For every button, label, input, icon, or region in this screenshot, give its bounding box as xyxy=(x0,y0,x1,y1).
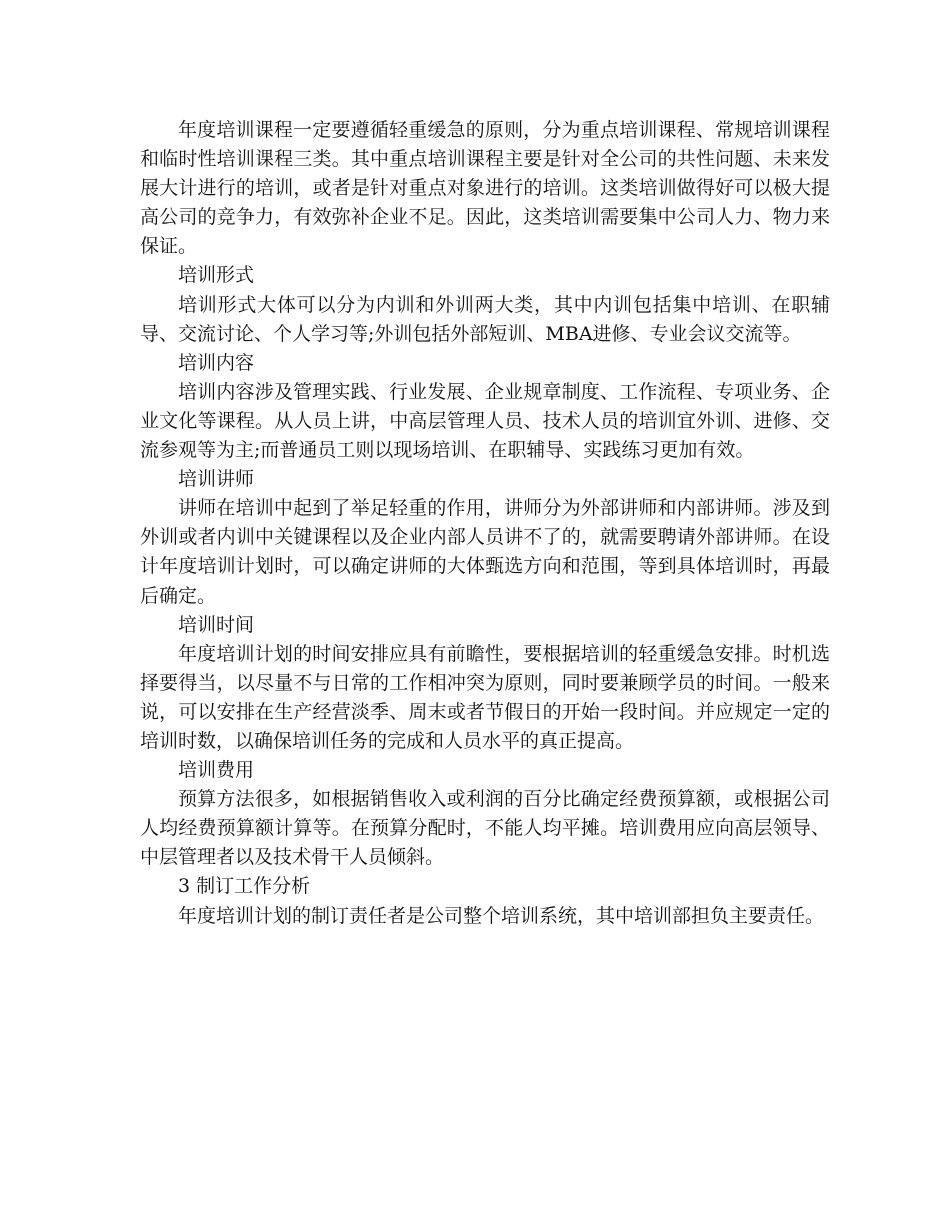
heading-training-cost: 培训费用 xyxy=(178,759,255,782)
heading-training-form: 培训形式 xyxy=(178,264,255,287)
document-page xyxy=(140,116,830,931)
paragraph-training-form: 培训形式大体可以分为内训和外训两大类，其中内训包括集中培训、在职辅导、交流讨论、个人学习等;外训包括外部短训、MBA进修、专业会议交流等。 xyxy=(140,293,830,345)
paragraph-training-cost: 预算方法很多，如根据销售收入或利润的百分比确定经费预算额，或根据公司人均经费预算额计算等。在预算分配时，不能人均平摊。培训费用应向高层领导、中层管理者以及技术骨干人员倾斜。 xyxy=(140,788,830,869)
paragraph-course-priority: 年度培训课程一定要遵循轻重缓急的原则，分为重点培训课程、常规培训课程和临时性培训课程三类。其中重点培训课程主要是针对全公司的共性问题、未来发展大计进行的培训，或者是针对重点对象进行的培训。这类培训做得好可以极大提高公司的竞争力，有效弥补企业不足。因此，这类培训需要集中公司人力、物力来保证。 xyxy=(140,119,830,258)
paragraph-section-3: 年度培训计划的制订责任者是公司整个培训系统，其中培训部担负主要责任。 xyxy=(178,904,825,927)
heading-training-time: 培训时间 xyxy=(178,613,255,636)
paragraph-training-lecturer: 讲师在培训中起到了举足轻重的作用，讲师分为外部讲师和内部讲师。涉及到外训或者内训中关键课程以及企业内部人员讲不了的，就需要聘请外部讲师。在设计年度培训计划时，可以确定讲师的大体甄选方向和范围，等到具体培训时，再最后确定。 xyxy=(140,497,830,607)
paragraph-training-content: 培训内容涉及管理实践、行业发展、企业规章制度、工作流程、专项业务、企业文化等课程。从人员上讲，中高层管理人员、技术人员的培训宜外训、进修、交流参观等为主;而普通员工则以现场培训、在职辅导、实践练习更加有效。 xyxy=(140,380,830,462)
heading-training-content: 培训内容 xyxy=(178,351,255,374)
heading-section-3: 3 制订工作分析 xyxy=(178,875,311,898)
heading-training-lecturer: 培训讲师 xyxy=(178,468,255,491)
paragraph-training-time: 年度培训计划的时间安排应具有前瞻性，要根据培训的轻重缓急安排。时机选择要得当，以尽量不与日常的工作相冲突为原则，同时要兼顾学员的时间。一般来说，可以安排在生产经营淡季、周末或者节假日的开始一段时间。并应规定一定的培训时数，以确保培训任务的完成和人员水平的真正提高。 xyxy=(140,642,830,752)
